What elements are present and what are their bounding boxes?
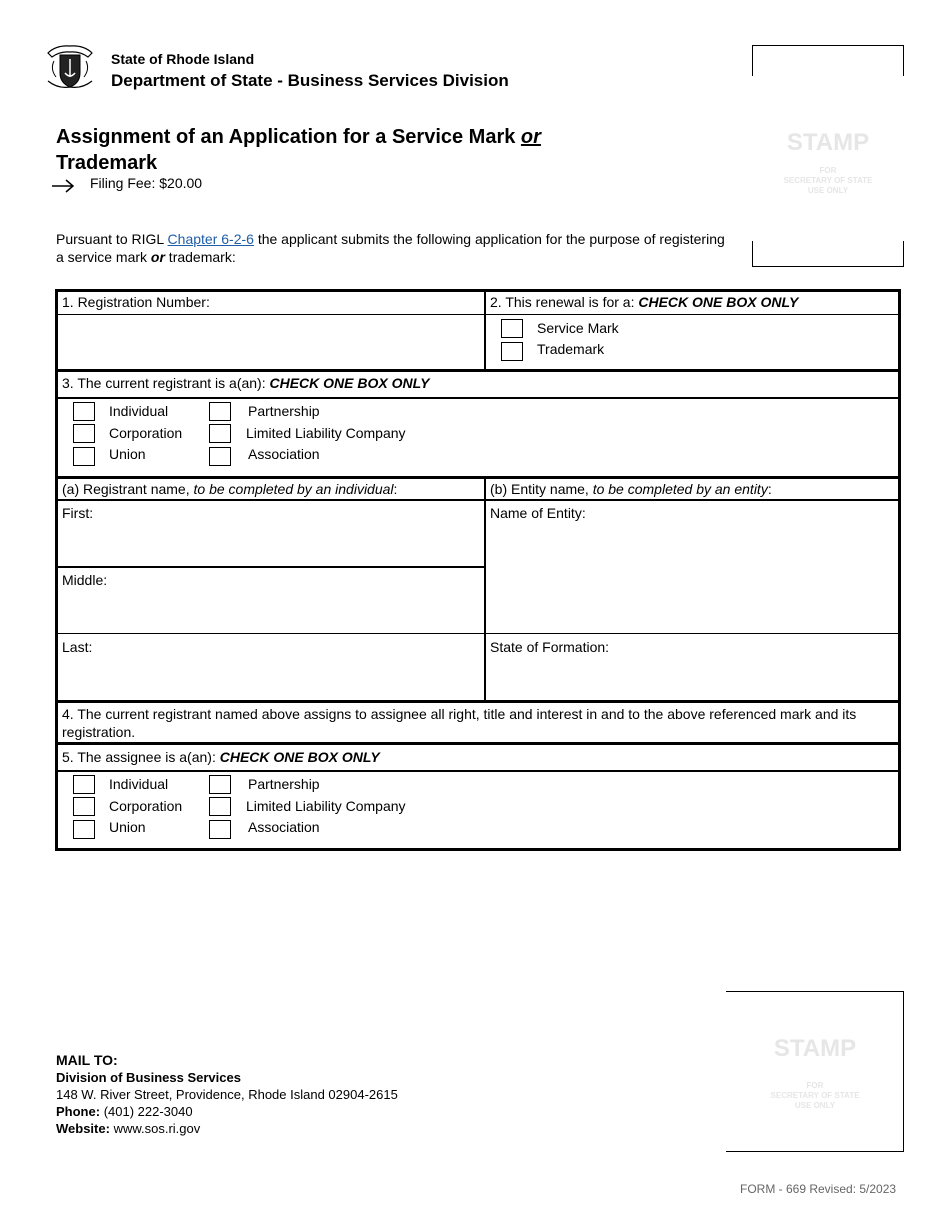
- stamp-note-line: SECRETARY OF STATE: [770, 1091, 860, 1100]
- registrant-corporation-checkbox[interactable]: [73, 424, 95, 443]
- stamp-label: STAMP: [786, 129, 870, 156]
- registrant-association-label: Association: [248, 446, 320, 462]
- mail-phone: [56, 1104, 193, 1119]
- intro-paragraph: [56, 230, 736, 266]
- middle-name-field[interactable]: [58, 568, 484, 633]
- registrant-llc-label: Limited Liability Company: [246, 425, 406, 441]
- assignee-llc-checkbox[interactable]: [209, 797, 231, 816]
- last-name-label: Last:: [62, 639, 93, 655]
- assignee-corporation-checkbox[interactable]: [73, 797, 95, 816]
- state-of-formation-field[interactable]: [486, 634, 898, 700]
- entity-name-heading-note: to be completed by an entity: [592, 481, 768, 497]
- intro-text-pre: Pursuant to RIGL: [56, 231, 168, 247]
- state-name: State of Rhode Island: [111, 51, 255, 67]
- website-label: Website:: [56, 1121, 110, 1136]
- assignee-union-label: Union: [109, 819, 146, 835]
- intro-or: or: [150, 249, 165, 265]
- assignee-union-checkbox[interactable]: [73, 820, 95, 839]
- mail-address: 148 W. River Street, Providence, Rhode Island 02904-2615: [56, 1087, 398, 1102]
- stamp-note: [752, 166, 904, 196]
- colon: :: [767, 481, 772, 497]
- stamp-note-line: USE ONLY: [794, 1101, 836, 1110]
- arrow-right-icon: [50, 175, 76, 195]
- chapter-link[interactable]: Chapter 6-2-6: [167, 231, 254, 247]
- assignee-partnership-label: Partnership: [248, 776, 320, 792]
- renewal-type-instruction: CHECK ONE BOX ONLY: [638, 294, 799, 310]
- title-part-1: Assignment of an Application for a Service Mark: [56, 126, 521, 148]
- current-registrant-label: [62, 375, 429, 391]
- filing-fee: Filing Fee: $20.00: [90, 175, 203, 191]
- current-registrant-label-text: 3. The current registrant is a(an):: [62, 375, 270, 391]
- registrant-llc-checkbox[interactable]: [209, 424, 231, 443]
- assignee-instruction: CHECK ONE BOX ONLY: [219, 749, 380, 765]
- registrant-partnership-checkbox[interactable]: [209, 402, 231, 421]
- form-table: [55, 289, 901, 851]
- stamp-note-line: FOR: [806, 1081, 824, 1090]
- registrant-association-checkbox[interactable]: [209, 447, 231, 466]
- department-name: Department of State - Business Services Division: [111, 71, 509, 90]
- registrant-individual-label: Individual: [109, 403, 169, 419]
- registrant-union-checkbox[interactable]: [73, 447, 95, 466]
- registrant-partnership-label: Partnership: [248, 403, 320, 419]
- mail-website: [56, 1121, 200, 1136]
- stamp-note: [726, 1081, 904, 1111]
- trademark-checkbox[interactable]: [501, 342, 523, 361]
- intro-text-mid: the applicant submits the following application for the purpose of registering a service mark: [56, 231, 725, 265]
- stamp-note-line: SECRETARY OF STATE: [783, 176, 873, 185]
- registration-number-label: 1. Registration Number:: [62, 294, 210, 310]
- stamp-note-line: FOR: [819, 166, 837, 175]
- registrant-name-heading-text: (a) Registrant name,: [62, 481, 194, 497]
- current-registrant-instruction: CHECK ONE BOX ONLY: [269, 375, 430, 391]
- title-part-2: Trademark: [56, 152, 158, 174]
- renewal-type-label: [490, 294, 798, 310]
- registrant-union-label: Union: [109, 446, 146, 462]
- middle-name-label: Middle:: [62, 572, 108, 588]
- state-seal-logo: [44, 43, 96, 91]
- stamp-box-top: [752, 45, 904, 267]
- registrant-name-heading: [62, 481, 397, 497]
- assignee-individual-checkbox[interactable]: [73, 775, 95, 794]
- service-mark-checkbox[interactable]: [501, 319, 523, 338]
- phone-value: (401) 222-3040: [103, 1104, 193, 1119]
- stamp-label: STAMP: [773, 1035, 857, 1062]
- form-title: [56, 124, 616, 176]
- colon: :: [393, 481, 398, 497]
- assignee-partnership-checkbox[interactable]: [209, 775, 231, 794]
- entity-name-field[interactable]: [486, 501, 898, 633]
- assignee-individual-label: Individual: [109, 776, 169, 792]
- last-name-field[interactable]: [58, 634, 484, 700]
- state-of-formation-label: State of Formation:: [490, 639, 610, 655]
- entity-name-heading-text: (b) Entity name,: [490, 481, 593, 497]
- service-mark-label: Service Mark: [537, 320, 619, 336]
- mail-division: Division of Business Services: [56, 1070, 241, 1085]
- registrant-individual-checkbox[interactable]: [73, 402, 95, 421]
- assignee-llc-label: Limited Liability Company: [246, 798, 406, 814]
- assignment-statement: 4. The current registrant named above assigns to assignee all right, title and interest in and to the above referenced mark and its registration.: [62, 706, 857, 740]
- website-value: www.sos.ri.gov: [113, 1121, 201, 1136]
- assignee-corporation-label: Corporation: [109, 798, 183, 814]
- stamp-note-line: USE ONLY: [807, 186, 849, 195]
- renewal-type-label-text: 2. This renewal is for a:: [490, 294, 639, 310]
- assignee-label-text: 5. The assignee is a(an):: [62, 749, 220, 765]
- first-name-label: First:: [62, 505, 94, 521]
- intro-text-post: trademark:: [164, 249, 236, 265]
- registrant-name-heading-note: to be completed by an individual: [193, 481, 394, 497]
- form-id: FORM - 669 Revised: 5/2023: [740, 1182, 897, 1196]
- stamp-box-bottom: [726, 991, 904, 1152]
- assignee-label: [62, 749, 380, 765]
- mail-to-heading: MAIL TO:: [56, 1052, 118, 1068]
- entity-name-heading: [490, 481, 772, 497]
- trademark-label: Trademark: [537, 341, 605, 357]
- entity-name-label: Name of Entity:: [490, 505, 586, 521]
- assignee-association-checkbox[interactable]: [209, 820, 231, 839]
- phone-label: Phone:: [56, 1104, 101, 1119]
- registration-number-field[interactable]: [58, 315, 484, 369]
- assignee-association-label: Association: [248, 819, 320, 835]
- first-name-field[interactable]: [58, 501, 484, 566]
- title-or: or: [520, 126, 541, 148]
- registrant-corporation-label: Corporation: [109, 425, 183, 441]
